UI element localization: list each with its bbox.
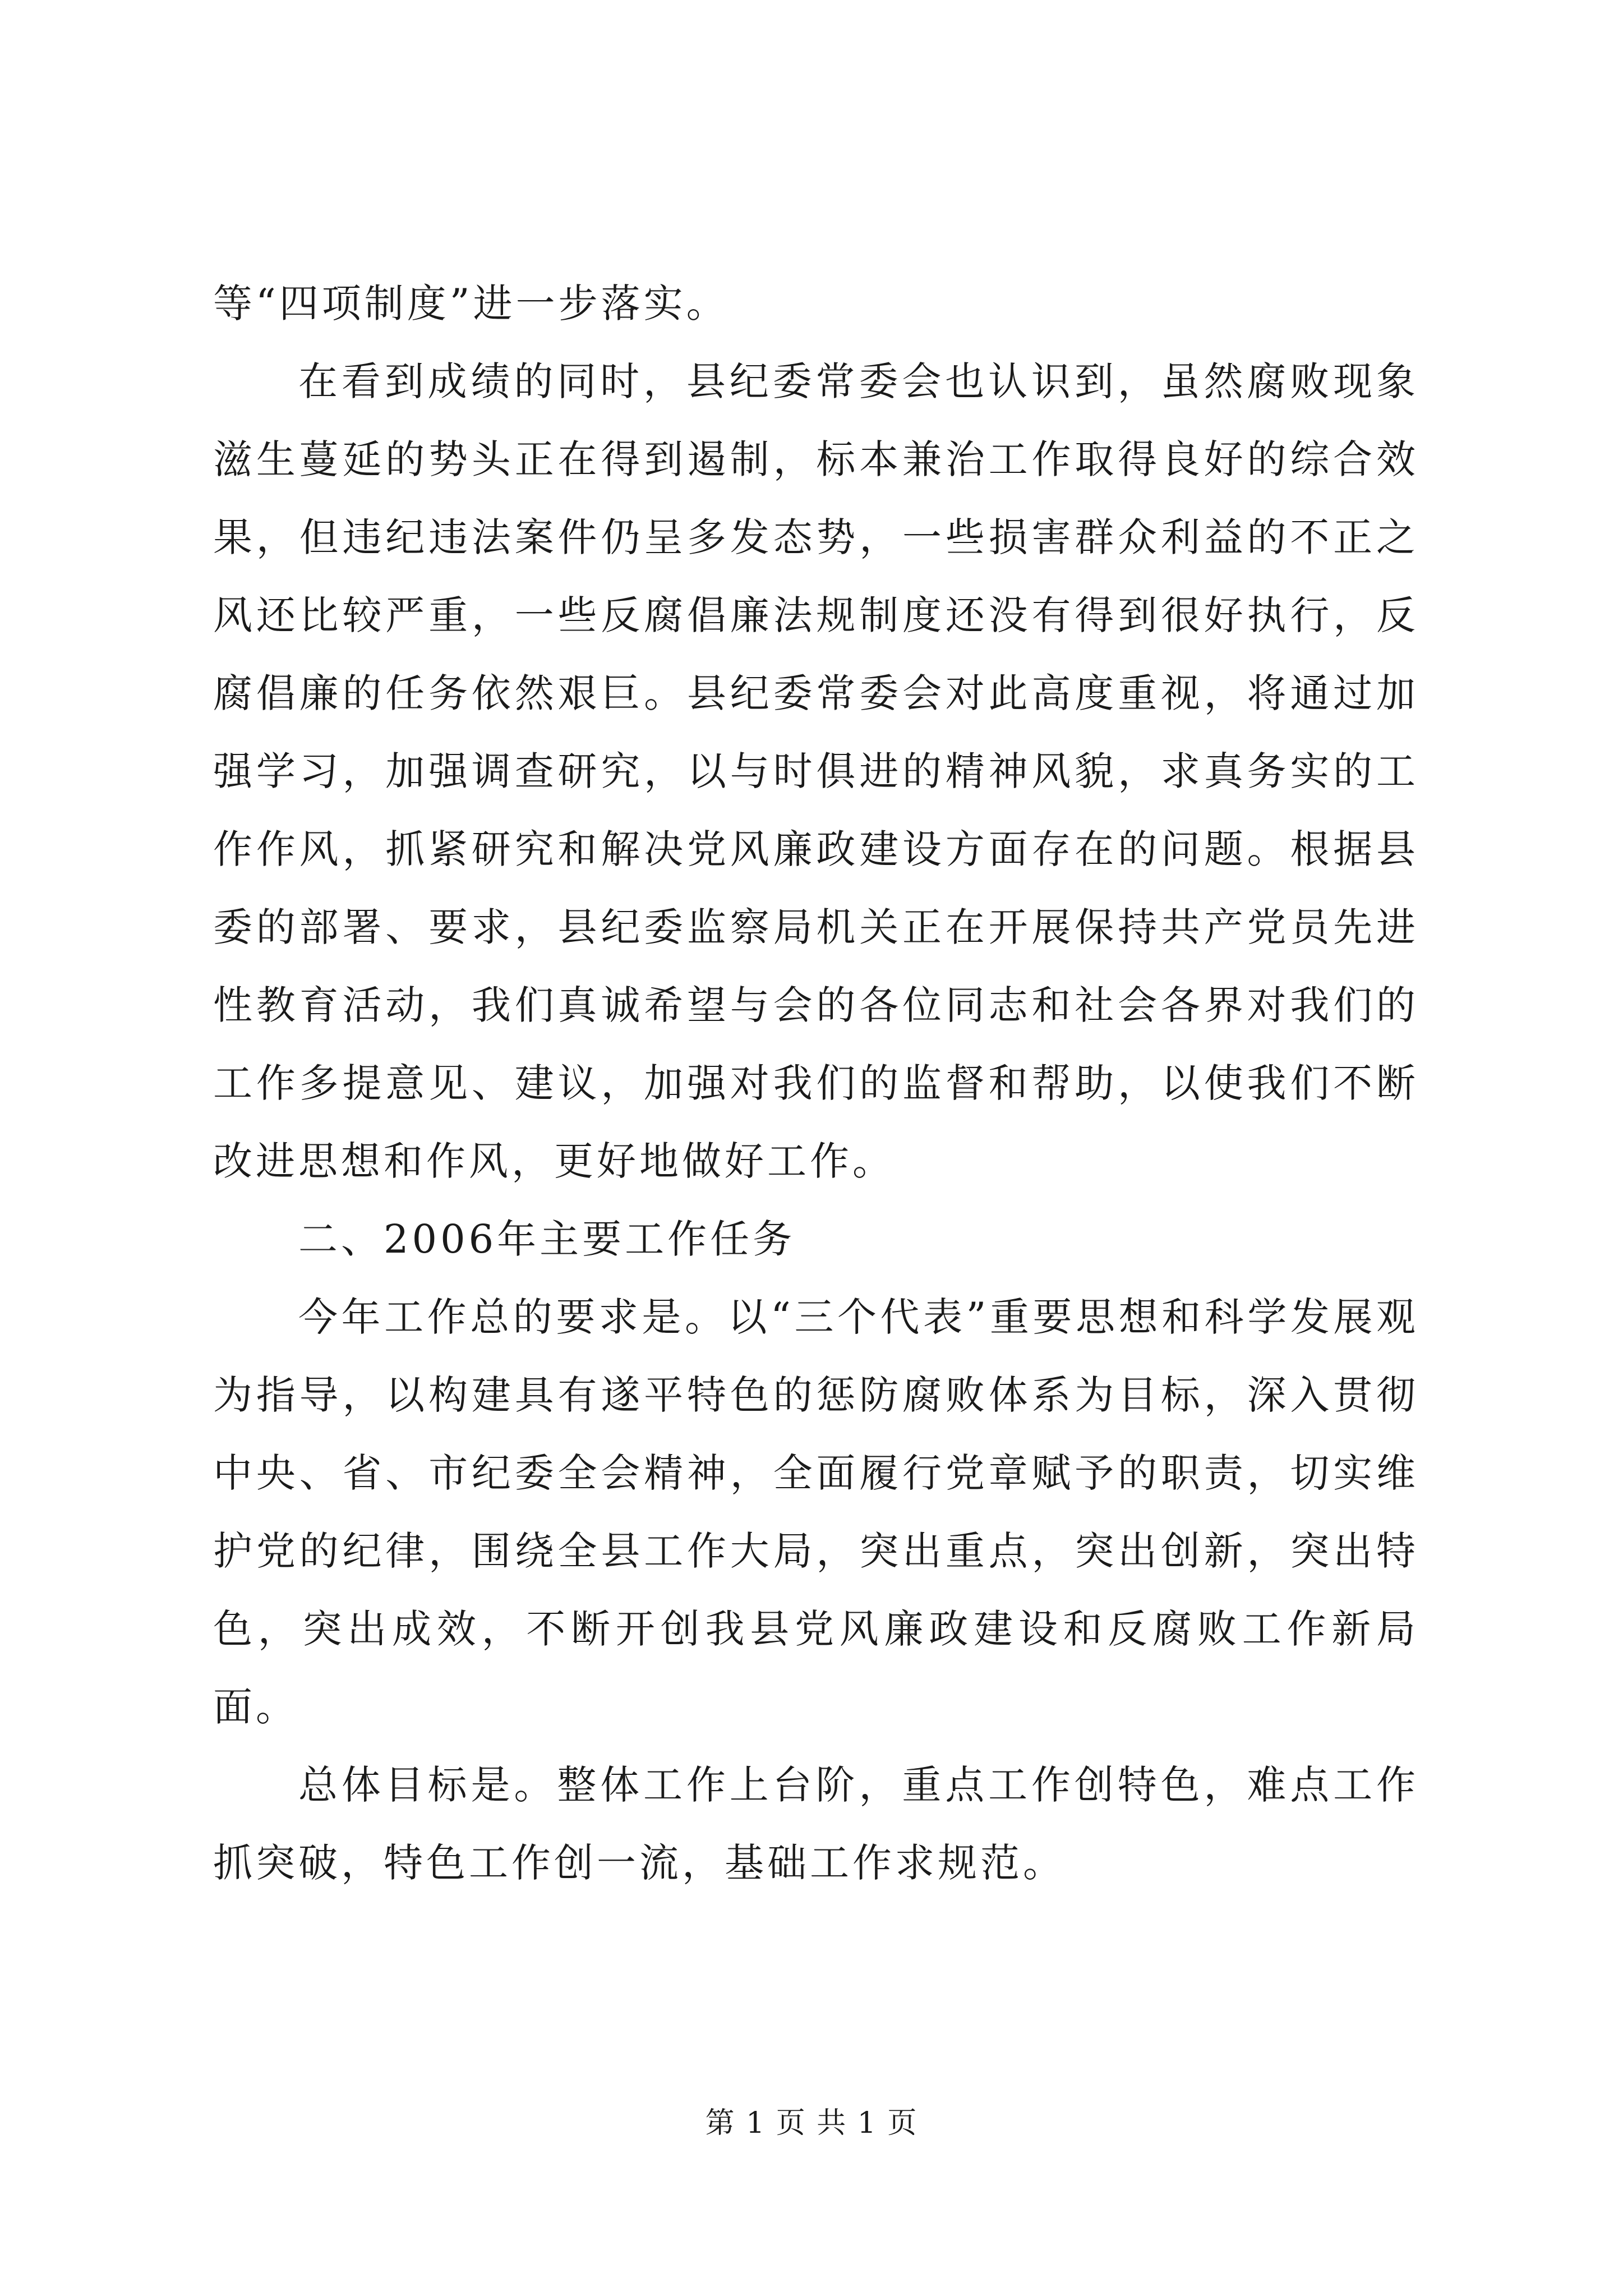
- document-body: [213, 265, 1419, 1902]
- section-heading-2006-tasks: 二、2006年主要工作任务: [298, 1216, 796, 1262]
- paragraph-overall-goals: 总体目标是。整体工作上台阶，重点工作创特色，难点工作抓突破，特色工作创一流，基础工作求规范。: [213, 1762, 1419, 1886]
- paragraph-achievements-problems: 在看到成绩的同时，县纪委常委会也认识到，虽然腐败现象滋生蔓延的势头正在得到遏制，标本兼治工作取得良好的综合效果，但违纪违法案件仍呈多发态势，一些损害群众利益的不正之风还比较严重，一些反腐倡廉法规制度还没有得到很好执行，反腐倡廉的任务依然艰巨。县纪委常委会对此高度重视，将通过加强学习，加强调查研究，以与时俱进的精神风貌，求真务实的工作作风，抓紧研究和解决党风廉政建设方面存在的问题。根据县委的部署、要求，县纪委监察局机关正在开展保持共产党员先进性教育活动，我们真诚希望与会的各位同志和社会各界对我们的工作多提意见、建议，加强对我们的监督和帮助，以使我们不断改进思想和作风，更好地做好工作。: [213, 358, 1419, 1184]
- paragraph-general-requirements: 今年工作总的要求是。以“三个代表”重要思想和科学发展观为指导，以构建具有遂平特色的惩防腐败体系为目标，深入贯彻中央、省、市纪委全会精神，全面履行党章赋予的职责，切实维护党的纪律，围绕全县工作大局，突出重点，突出创新，突出特色，突出成效，不断开创我县党风廉政建设和反腐败工作新局面。: [213, 1294, 1419, 1730]
- paragraph-continuation: 等“四项制度”进一步落实。: [213, 280, 729, 326]
- page-number-footer: 第 1 页 共 1 页: [705, 2106, 918, 2140]
